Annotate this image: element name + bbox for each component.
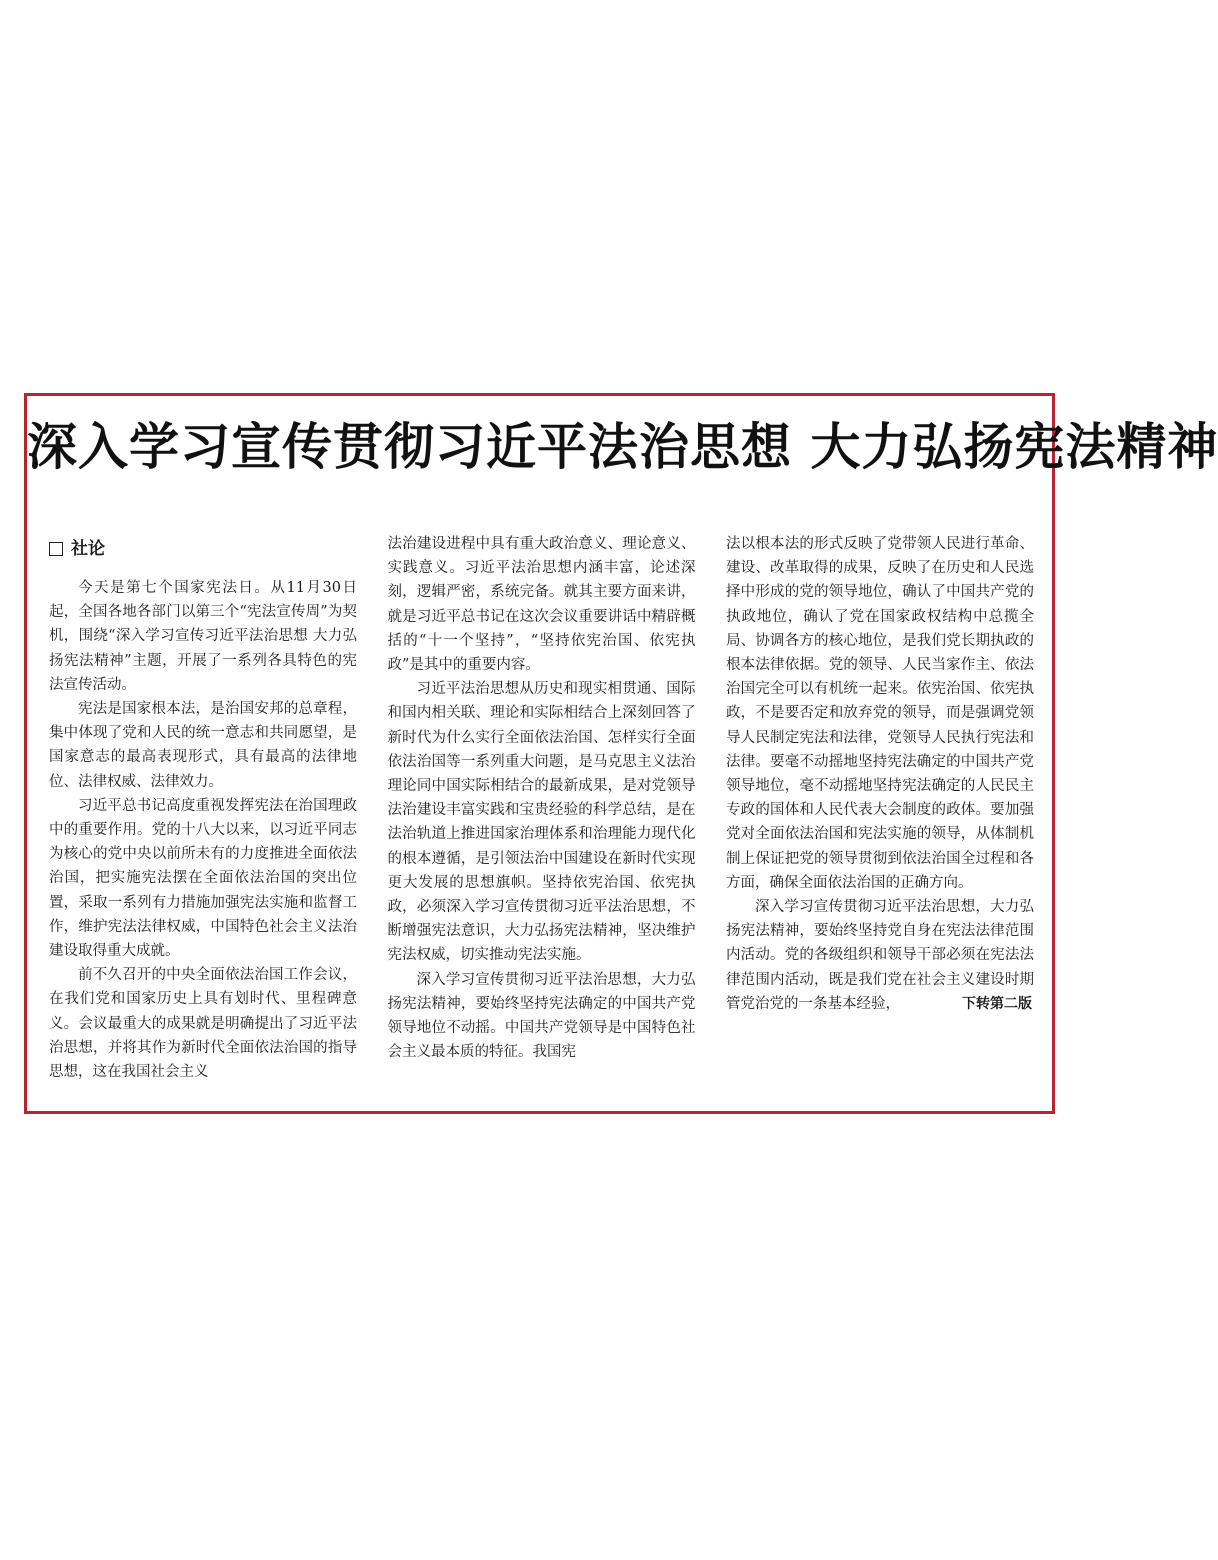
section-label-text: 社论 xyxy=(71,538,105,559)
paragraph: 法以根本法的形式反映了党带领人民进行革命、建设、改革取得的成果，反映了在历史和人民选择中形成的党的领导地位，确认了中国共产党的执政地位，确认了党在国家政权结构中总揽全局、协调各方的核心地位，是我们党长期执政的根本法律依据。党的领导、人民当家作主、依法治国完全可以有机统一起来。依宪治国、依宪执政，不是要否定和放弃党的领导，而是强调党领导人民制定宪法和法律，党领导人民执行宪法和法律。要毫不动摇地坚持宪法确定的中国共产党领导地位，毫不动摇地坚持宪法确定的人民民主专政的国体和人民代表大会制度的政体。要加强党对全面依法治国和宪法实施的领导，从体制机制上保证把党的领导贯彻到依法治国全过程和各方面，确保全面依法治国的正确方向。 xyxy=(726,536,1034,891)
paragraph xyxy=(726,895,1034,1016)
article-columns xyxy=(49,532,1034,1102)
column-3 xyxy=(726,532,1034,1102)
paragraph-text: 深入学习宣传贯彻习近平法治思想，大力弘扬宪法精神，要始终坚持党自身在宪法法律范围内活动。党的各级组织和领导干部必须在宪法法律范围内活动，既是我们党在社会主义建设时期管党治党的一条基本经验， xyxy=(726,899,1034,1012)
editorial-frame xyxy=(24,393,1218,1114)
column-2 xyxy=(388,532,696,1102)
continue-note: 下转第二版 xyxy=(962,995,1032,1012)
paragraph: 今天是第七个国家宪法日。从11月30日起，全国各地各部门以第三个“宪法宣传周”为契机，围绕“深入学习宣传习近平法治思想 大力弘扬宪法精神”主题，开展了一系列各具特色的宪法宣传活动。 xyxy=(49,580,357,693)
column-1 xyxy=(49,532,357,1102)
paragraph: 法治建设进程中具有重大政治意义、理论意义、实践意义。习近平法治思想内涵丰富，论述深刻，逻辑严密，系统完备。就其主要方面来讲，就是习近平总书记在这次会议重要讲话中精辟概括的“十一个坚持”，“坚持依宪治国、依宪执政”是其中的重要内容。 xyxy=(387,536,696,674)
paragraph: 习近平总书记高度重视发挥宪法在治国理政中的重要作用。党的十八大以来，以习近平同志为核心的党中央以前所未有的力度推进全面依法治国，把实施宪法摆在全面依法治国的突出位置，采取一系列有力措施加强宪法实施和监督工作，维护宪法法律权威，中国特色社会主义法治建设取得重大成就。 xyxy=(49,797,357,960)
paragraph: 前不久召开的中央全面依法治国工作会议，在我们党和国家历史上具有划时代、里程碑意义。会议最重大的成果就是明确提出了习近平法治思想，并将其作为新时代全面依法治国的指导思想，这在我国社会主义 xyxy=(49,967,357,1081)
paragraph: 宪法是国家根本法，是治国安邦的总章程，集中体现了党和人民的统一意志和共同愿望，是国家意志的最高表现形式，具有最高的法律地位、法律权威、法律效力。 xyxy=(49,701,357,790)
headline: 深入学习宣传贯彻习近平法治思想 大力弘扬宪法精神 xyxy=(27,418,1218,476)
paragraph: 深入学习宣传贯彻习近平法治思想，大力弘扬宪法精神，要始终坚持宪法确定的中国共产党领导地位不动摇。中国共产党领导是中国特色社会主义最本质的特征。我国宪 xyxy=(387,971,696,1061)
paragraph: 习近平法治思想从历史和现实相贯通、国际和国内相关联、理论和实际相结合上深刻回答了新时代为什么实行全面依法治国、怎样实行全面依法治国等一系列重大问题，是马克思主义法治理论同中国实际相结合的最新成果，是对党领导法治建设丰富实践和宝贵经验的科学总结，是在法治轨道上推进国家治理体系和治理能力现代化的根本遵循，是引领法治中国建设在新时代实现更大发展的思想旗帜。坚持依宪治国、依宪执政，必须深入学习宣传贯彻习近平法治思想，不断增强宪法意识，大力弘扬宪法精神，坚决维护宪法权威，切实推动宪法实施。 xyxy=(387,681,696,964)
section-label xyxy=(49,532,357,566)
square-icon xyxy=(49,542,63,556)
